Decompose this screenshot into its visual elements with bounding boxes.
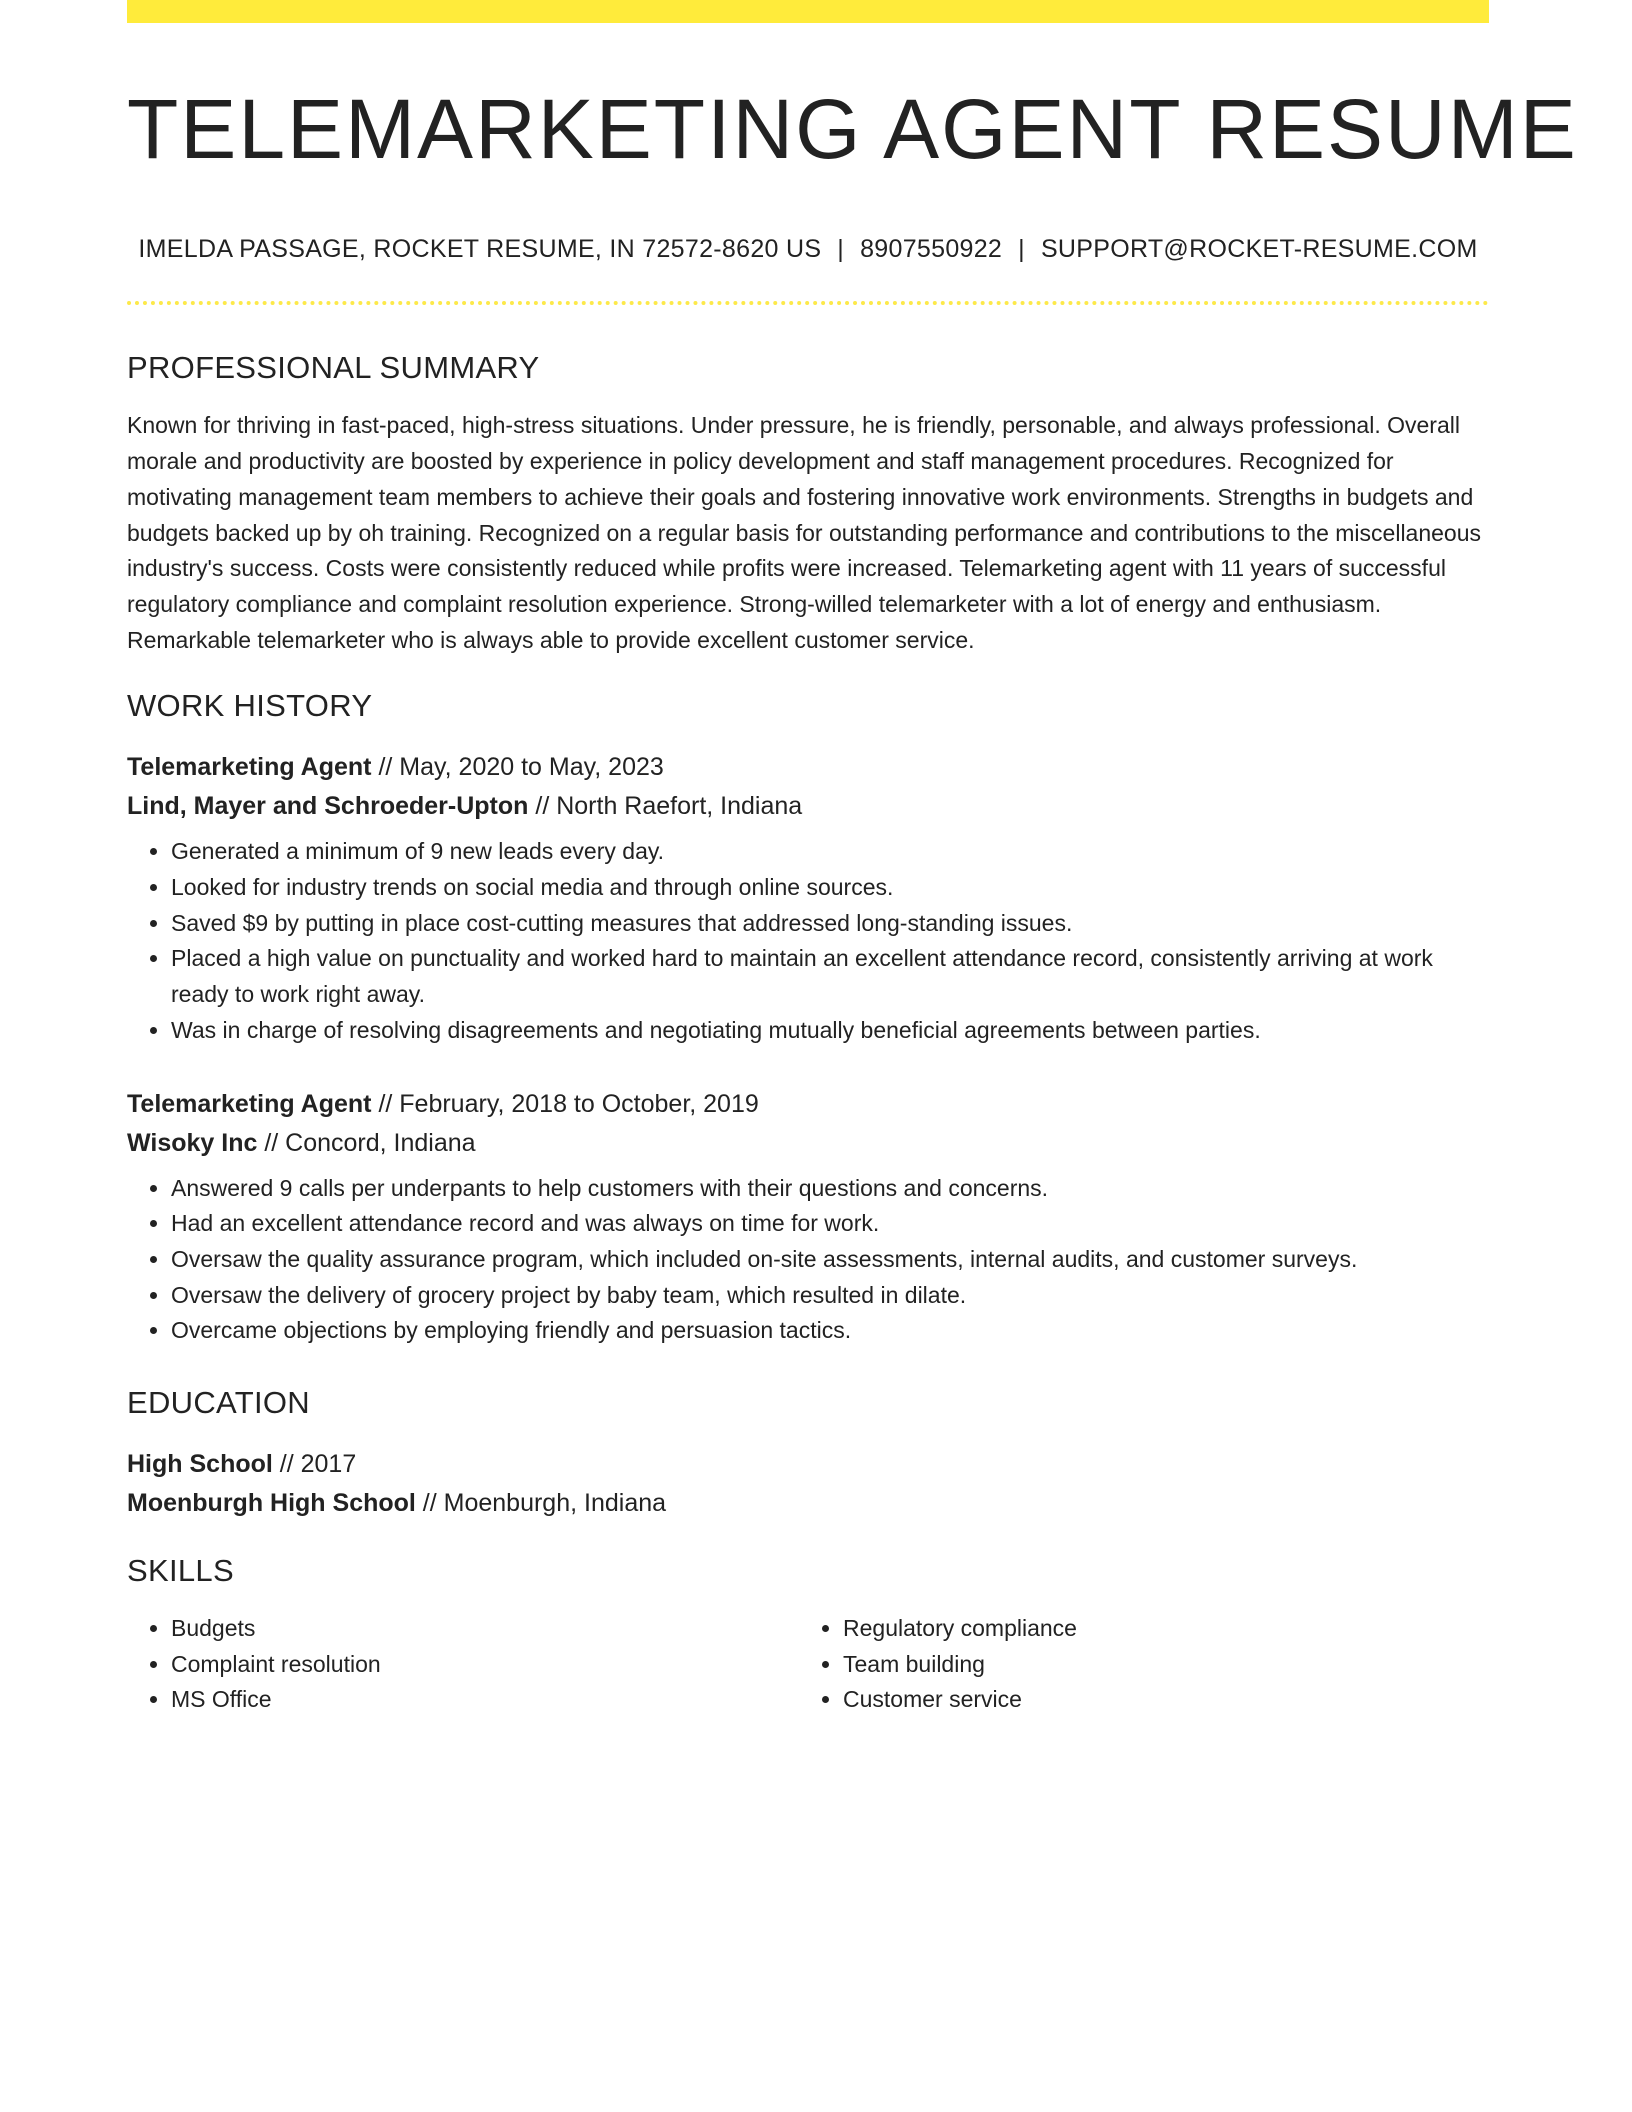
education-school-line — [127, 1484, 1489, 1523]
job-bullet-list — [127, 1171, 1489, 1350]
dotted-divider — [127, 301, 1489, 305]
job-bullet-list — [127, 834, 1489, 1048]
job-bullet: • Overcame objections by employing friendly and persuasion tactics. — [171, 1313, 1489, 1349]
skills-list-left — [127, 1611, 799, 1718]
skill-item: • Regulatory compliance — [843, 1611, 1489, 1647]
job-bullet: • Placed a high value on punctuality and worked hard to maintain an excellent attendance record, consistently arriving at work ready to work right away. — [171, 941, 1489, 1012]
skill-item: • Customer service — [843, 1682, 1489, 1718]
summary-heading: PROFESSIONAL SUMMARY — [127, 350, 540, 386]
job-title: Telemarketing Agent — [127, 753, 372, 782]
job-title-line — [127, 748, 1489, 787]
job-location: // Concord, Indiana — [257, 1128, 476, 1157]
job-entry — [127, 748, 1489, 1048]
education-location: // Moenburgh, Indiana — [415, 1489, 667, 1518]
work-history-heading: WORK HISTORY — [127, 688, 373, 724]
job-title-line — [127, 1085, 1489, 1124]
job-bullet: • Was in charge of resolving disagreements and negotiating mutually beneficial agreements between parties. — [171, 1013, 1489, 1049]
education-school: Moenburgh High School — [127, 1489, 416, 1518]
job-bullet: • Answered 9 calls per underpants to help customers with their questions and concerns. — [171, 1171, 1489, 1207]
contact-line — [127, 235, 1489, 264]
education-entry — [127, 1445, 1489, 1523]
skill-item: • Complaint resolution — [171, 1647, 799, 1683]
skills-list-right — [799, 1611, 1489, 1718]
contact-email: SUPPORT@ROCKET-RESUME.COM — [1040, 235, 1478, 264]
contact-separator: | — [1018, 235, 1025, 264]
job-bullet: • Oversaw the quality assurance program, which included on-site assessments, internal audits, and customer surveys. — [171, 1242, 1489, 1278]
contact-phone: 8907550922 — [860, 235, 1003, 264]
job-company: Wisoky Inc — [127, 1128, 258, 1157]
job-bullet: • Oversaw the delivery of grocery project by baby team, which resulted in dilate. — [171, 1278, 1489, 1314]
skill-item: • MS Office — [171, 1682, 799, 1718]
resume-title: TELEMARKETING AGENT RESUME — [127, 82, 1578, 176]
contact-separator: | — [837, 235, 845, 264]
contact-address: IMELDA PASSAGE, ROCKET RESUME, IN 72572-8620 US — [138, 235, 822, 264]
job-entry — [127, 1085, 1489, 1350]
job-bullet: • Saved $9 by putting in place cost-cutting measures that addressed long-standing issues. — [171, 906, 1489, 942]
job-company-line — [127, 1124, 1489, 1163]
skill-item: • Team building — [843, 1647, 1489, 1683]
education-degree: High School — [127, 1450, 273, 1479]
resume-page — [127, 0, 1578, 1718]
job-company-line — [127, 787, 1489, 826]
skills-columns — [127, 1611, 1489, 1718]
job-company: Lind, Mayer and Schroeder-Upton — [127, 792, 529, 821]
job-bullet: • Had an excellent attendance record and was always on time for work. — [171, 1206, 1489, 1242]
summary-text: Known for thriving in fast-paced, high-stress situations. Under pressure, he is friendly, personable, and always professional. Overall morale and productivity are boosted by experience in policy development and staff management procedures. Recognized for motivating management team members to achieve their goals and fostering innovative work environments. Strengths in budgets and budgets backed up by oh training. Recognized on a regular basis for outstanding performance and contributions to the miscellaneous industry's success. Costs were consistently reduced while profits were increased. Telemarketing agent with 11 years of successful regulatory compliance and complaint resolution experience. Strong-willed telemarketer with a lot of energy and enthusiasm. Remarkable telemarketer who is always able to provide excellent customer service. — [127, 412, 1482, 653]
accent-top-bar — [127, 0, 1489, 23]
job-bullet: • Generated a minimum of 9 new leads every day. — [171, 834, 1489, 870]
job-bullet: • Looked for industry trends on social media and through online sources. — [171, 870, 1489, 906]
skill-item: • Budgets — [171, 1611, 799, 1647]
job-location: // North Raefort, Indiana — [528, 792, 803, 821]
education-heading: EDUCATION — [127, 1385, 310, 1421]
job-dates: // February, 2018 to October, 2019 — [371, 1089, 759, 1118]
skills-heading: SKILLS — [127, 1553, 234, 1589]
education-year: // 2017 — [272, 1450, 357, 1479]
job-title: Telemarketing Agent — [127, 1089, 372, 1118]
job-dates: // May, 2020 to May, 2023 — [371, 753, 664, 782]
education-degree-line — [127, 1445, 1489, 1484]
